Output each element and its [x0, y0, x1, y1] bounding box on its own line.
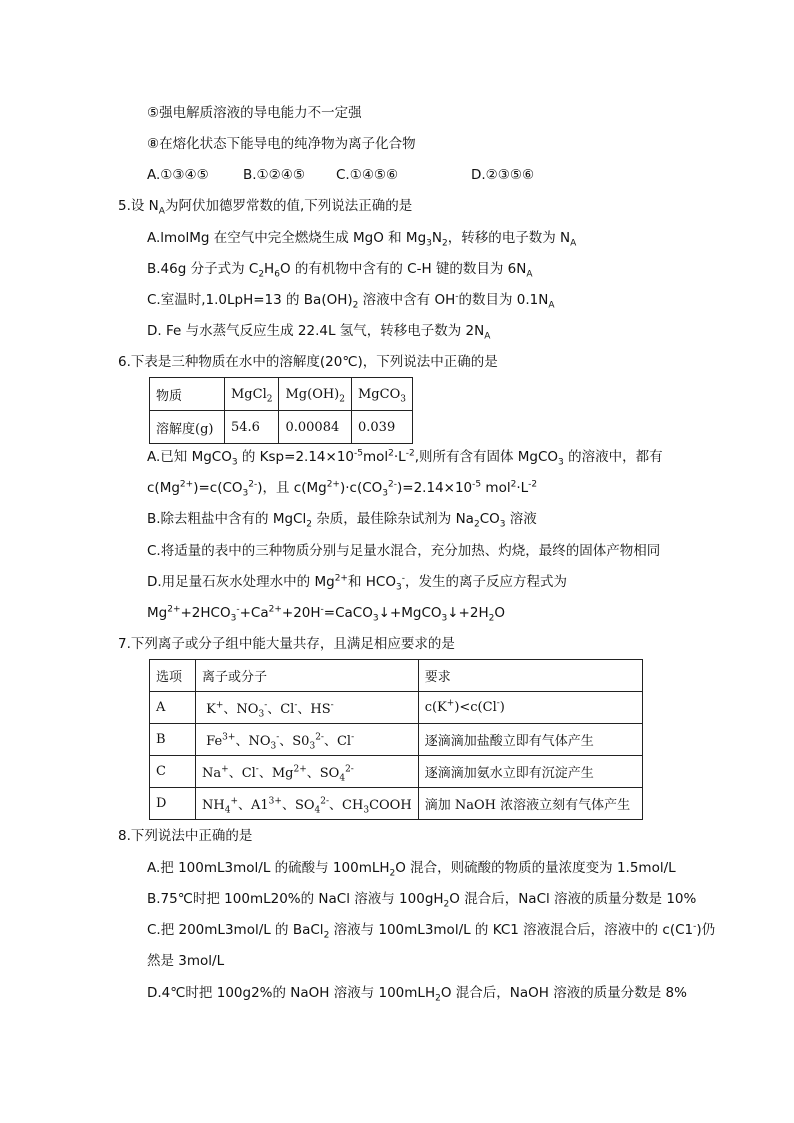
options-row [147, 165, 534, 185]
table-cell: 物质 [150, 378, 225, 411]
q6-option-d-line2: $Mg^{2+}+2HCO_3^-+Ca^{2+}+20H^-=CaCO_3↓+MgCO_3↓+2H_2O$ [147, 604, 505, 624]
statement-6: ⑧在熔化状态下能导电的纯净物为离子化合物 [147, 136, 416, 152]
q5-stem: 5.设 $N_A$为阿伏加德罗常数的值,下列说法正确的是 [118, 198, 413, 217]
table-cell: 要求 [418, 660, 642, 692]
q8-option-d: D.4℃时把 100g2%的 NaOH 溶液与 100mLH$_2$O 混合后，NaOH 溶液的质量分数是 8% [147, 985, 687, 1004]
q6-stem: 6.下表是三种物质在水中的溶解度(20℃)，下列说法中正确的是 [118, 354, 498, 370]
q5-option-b: B.46g 分子式为 $C_2H_6O$ 的有机物中含有的 C-H 键的数目为 $6N_A$ [147, 261, 533, 280]
table-cell: MgCl$_2$ [225, 378, 279, 411]
table-cell: 溶解度(g) [150, 411, 225, 444]
table-cell: c(K+)<c(Cl-) [418, 692, 642, 724]
option-d: D.②③⑤⑥ [471, 167, 535, 183]
q8-stem: 8.下列说法中正确的是 [118, 828, 253, 844]
table-cell: 离子或分子 [196, 660, 419, 692]
table-row [150, 724, 643, 756]
table-cell: 选项 [150, 660, 196, 692]
table-row [150, 756, 643, 788]
table-row [150, 411, 413, 444]
q6-option-b: B.除去粗盐中含有的 MgCl$_2$ 杂质，最佳除杂试剂为 $Na_2CO_3$ 溶液 [147, 511, 537, 530]
table-cell: MgCO$_3$ [352, 378, 413, 411]
q6-option-c: C.将适量的表中的三种物质分别与足量水混合，充分加热、灼烧，最终的固体产物相同 [147, 543, 661, 559]
table-cell: 0.039 [352, 411, 413, 444]
q6-option-d-line1: D.用足量石灰水处理水中的 $Mg^{2+}$和 $HCO_3^-$，发生的离子反应方程式为 [147, 573, 567, 593]
option-c: C.①④⑤⑥ [336, 167, 399, 183]
q5-option-c: C.室温时,1.0LpH=13 的 $Ba(OH)_2$ 溶液中含有 OH-的数目为 $0.1N_A$ [147, 291, 555, 311]
table-cell: 逐滴滴加盐酸立即有气体产生 [418, 724, 642, 756]
table-cell: $NH_4^+$、$A1^{3+}$、$SO_4^{2-}$、$CH_3COOH$ [196, 788, 419, 820]
q8-option-c-line1: C.把 200mL3mol/L 的 BaCl$_2$ 溶液与 100mL3mol/L 的 KC1 溶液混合后，溶液中的 c(C1-)仍 [147, 921, 716, 941]
table-cell: B [150, 724, 196, 756]
q8-option-a: A.把 100mL3mol/L 的硫酸与 100mLH$_2$O 混合，则硫酸的物质的量浓度变为 1.5mol/L [147, 860, 676, 879]
table-cell: D [150, 788, 196, 820]
table-cell: A [150, 692, 196, 724]
table-cell: C [150, 756, 196, 788]
q5-option-a: A.lmolMg 在空气中完全燃烧生成 MgO 和 $Mg_3N_2$，转移的电子数为 $N_A$ [147, 230, 577, 249]
table-cell: $Fe^{3+}$、$NO_3^-$、$S0_3^{2-}$、Cl- [196, 724, 419, 756]
table-cell: 滴加 NaOH 浓溶液立刻有气体产生 [418, 788, 642, 820]
ion-table [149, 659, 643, 820]
table-row [150, 378, 413, 411]
statement-5: ⑤强电解质溶液的导电能力不一定强 [147, 105, 362, 121]
table-row [150, 788, 643, 820]
q8-option-c-line2: 然是 3mol/L [147, 953, 225, 969]
table-cell: $Mg(OH)_2$ [279, 378, 352, 411]
option-b: B.①②④⑤ [243, 167, 305, 183]
table-cell: K+、$NO_3^-$、Cl-、HS- [196, 692, 419, 724]
table-cell: Na+、Cl-、$Mg^{2+}$、$SO_4^{2-}$ [196, 756, 419, 788]
table-cell: 54.6 [225, 411, 279, 444]
table-row [150, 692, 643, 724]
table-cell: 逐滴滴加氨水立即有沉淀产生 [418, 756, 642, 788]
option-a: A.①③④⑤ [147, 167, 209, 183]
q6-option-a-line2: $c(Mg^{2+})=c(CO_3^{2-})$，且 $c(Mg^{2+})\cdot c(CO_3^{2-})=2.14\times 10^{-5}$ $mol^2\cdot L^{-2}$ [147, 479, 538, 499]
solubility-table [149, 377, 413, 444]
q5-option-d: D. Fe 与水蒸气反应生成 22.4L 氢气，转移电子数为 $2N_A$ [147, 323, 491, 342]
q8-option-b: B.75℃时把 100mL20%的 NaCl 溶液与 $100gH_2O$ 混合后，NaCl 溶液的质量分数是 10% [147, 891, 697, 910]
table-row [150, 660, 643, 692]
table-cell: 0.00084 [279, 411, 352, 444]
q6-option-a-line1: A.已知 MgCO$_3$ 的 $Ksp=2.14\times 10^{-5}mol^2\cdot L^{-2}$,则所有含有固体 MgCO$_3$ 的溶液中，都有 [147, 448, 663, 468]
q7-stem: 7.下列离子或分子组中能大量共存，且满足相应要求的是 [118, 636, 455, 652]
